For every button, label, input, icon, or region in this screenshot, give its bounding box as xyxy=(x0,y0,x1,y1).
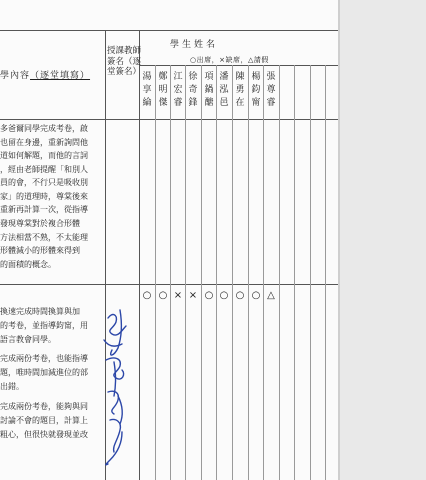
student-name: 陳勇在 xyxy=(235,72,245,108)
student-name: 湯享綸 xyxy=(142,72,152,108)
content-line: 重新再計算一次，從指導 xyxy=(0,205,88,214)
attendance-mark: × xyxy=(188,290,198,301)
content-line: 道如何解題，而他的言詞 xyxy=(0,151,88,160)
student-name: 徐奇鋒 xyxy=(188,72,198,108)
content-line: 出錯。 xyxy=(0,382,24,391)
content-line: 討論不會的題目，計算上 xyxy=(0,416,88,425)
table-top-border xyxy=(0,30,340,31)
student-column-border xyxy=(185,65,186,480)
content-line: 形體減小的形體來得到 xyxy=(0,246,80,255)
content-line: 完成兩份考卷，能夠與同 xyxy=(0,402,88,411)
student-column-border xyxy=(155,65,156,480)
content-line: 的面積的概念。 xyxy=(0,260,56,269)
student-column-border xyxy=(294,65,295,480)
content-line: 員的會，不行只是吸收別 xyxy=(0,178,88,187)
content-line: 方法相當不熟，不太能理 xyxy=(0,233,88,242)
attendance-legend: ○出席，×缺席，△請假 xyxy=(190,56,269,64)
student-column-border xyxy=(310,65,311,480)
student-column-border xyxy=(325,65,326,480)
student-name: 項鍋醣 xyxy=(204,72,214,108)
students-header-title: 學生姓名 xyxy=(170,40,219,50)
attendance-mark: ○ xyxy=(142,290,152,301)
content-line: 題，唯時間加減進位的部 xyxy=(0,368,88,377)
attendance-mark: ○ xyxy=(158,290,168,301)
student-name: 張尊睿 xyxy=(266,72,276,108)
attendance-mark: △ xyxy=(267,290,275,301)
content-line: 多爸爾同學完成考卷，啟 xyxy=(0,124,88,133)
attendance-mark: ○ xyxy=(204,290,214,301)
attendance-mark: ○ xyxy=(251,290,261,301)
content-line: 發現尊棠對於複合形體 xyxy=(0,219,80,228)
student-name: 潘泓邑 xyxy=(219,72,229,108)
recorder-column-header: 授課教師簽名（逐堂簽名） xyxy=(106,46,141,77)
content-header-text: 學內容 xyxy=(0,71,31,81)
student-column-border xyxy=(201,65,202,480)
content-line: 的考卷，並指導鈞甯，用 xyxy=(0,321,88,330)
content-line: 家」的道理時，尊棠後來 xyxy=(0,192,88,201)
student-column-border xyxy=(216,65,217,480)
attendance-mark: × xyxy=(173,290,183,301)
content-column-header xyxy=(0,68,90,81)
student-column-border xyxy=(263,65,264,480)
student-name: 楊鈞甯 xyxy=(251,72,261,108)
attendance-mark: ○ xyxy=(235,290,245,301)
content-line: 完成兩份考卷，也能指導 xyxy=(0,354,88,363)
student-column-border xyxy=(170,65,171,480)
student-name: 鄭明傑 xyxy=(158,72,168,108)
content-line: 換速完成時間換算與加 xyxy=(0,307,80,316)
teacher-signature xyxy=(92,300,140,470)
content-line: 語言教會同學。 xyxy=(0,335,56,344)
student-column-border xyxy=(248,65,249,480)
content-line: ，經由老師提醒「和別人 xyxy=(0,165,88,174)
content-line: 也留在身邊，重新詢問他 xyxy=(0,138,88,147)
content-line: 粗心，但很快就發現並改 xyxy=(0,430,88,439)
student-column-border xyxy=(279,65,280,480)
student-column-border xyxy=(232,65,233,480)
student-name: 江宏睿 xyxy=(173,72,183,108)
content-header-note: （逐堂填寫） xyxy=(30,71,91,81)
attendance-mark: ○ xyxy=(219,290,229,301)
